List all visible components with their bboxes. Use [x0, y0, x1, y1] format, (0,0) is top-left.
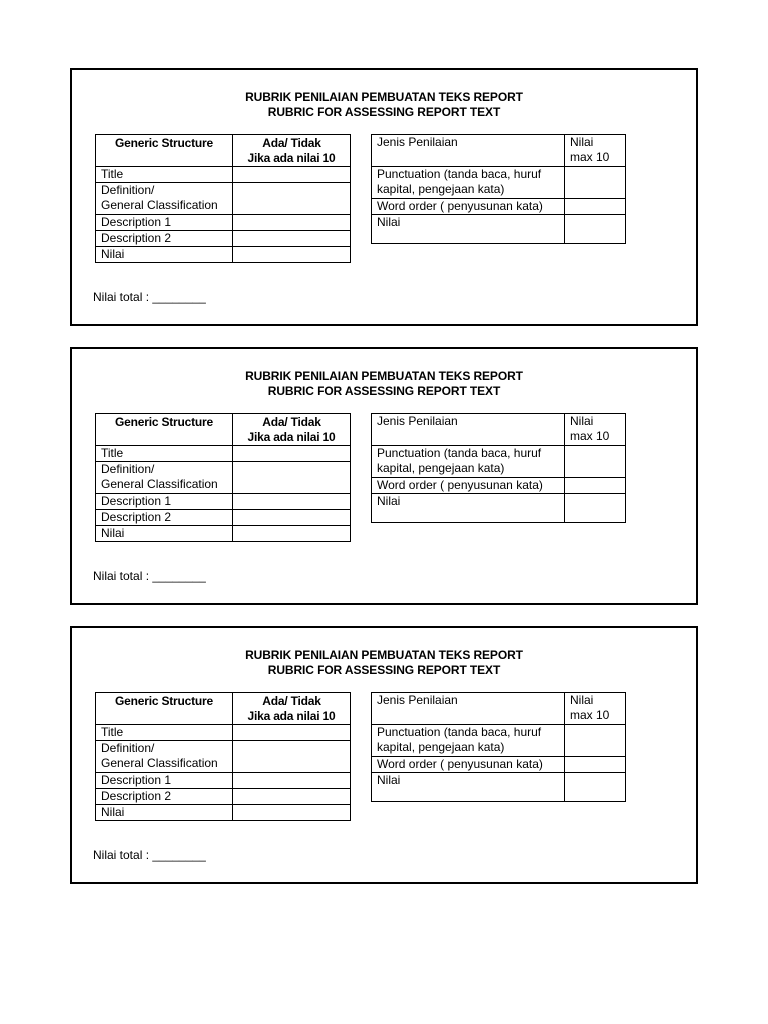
row-label-nilai: Nilai: [96, 805, 233, 821]
row-label-punctuation: Punctuation (tanda baca, huruf kapital, pengejaan kata): [372, 167, 565, 199]
score-cell-description-1[interactable]: [233, 494, 351, 510]
ada-tidak-header: Ada/ Tidak Jika ada nilai 10: [233, 693, 351, 725]
row-label-description-2: Description 2: [96, 789, 233, 805]
nilai-total-field[interactable]: Nilai total : ________: [93, 569, 206, 583]
row-label-definition: Definition/ General Classification: [96, 741, 233, 773]
row-label-description-1: Description 1: [96, 773, 233, 789]
rubric-subtitle: RUBRIC FOR ASSESSING REPORT TEXT: [267, 384, 501, 398]
score-cell-title[interactable]: [233, 446, 351, 462]
score-cell-definition[interactable]: [233, 462, 351, 494]
jenis-penilaian-header: Jenis Penilaian: [372, 135, 565, 167]
rubric-card: [70, 68, 698, 326]
generic-structure-table: [95, 413, 351, 542]
table-row: [96, 741, 351, 773]
table-row: [96, 462, 351, 494]
table-row: [96, 510, 351, 526]
table-row: [96, 773, 351, 789]
assessment-table: [371, 413, 626, 523]
row-label-title: Title: [96, 446, 233, 462]
score-cell-word-order[interactable]: [565, 199, 626, 215]
nilai-max-header: Nilai max 10: [565, 135, 626, 167]
row-label-definition: Definition/ General Classification: [96, 462, 233, 494]
score-cell-description-2[interactable]: [233, 231, 351, 247]
score-cell-description-2[interactable]: [233, 510, 351, 526]
rubric-card: [70, 626, 698, 884]
table-row: [372, 135, 626, 167]
row-label-definition: Definition/ General Classification: [96, 183, 233, 215]
rubric-title: RUBRIK PENILAIAN PEMBUATAN TEKS REPORT: [245, 90, 523, 104]
row-label-nilai: Nilai: [96, 247, 233, 263]
rubric-subtitle: RUBRIC FOR ASSESSING REPORT TEXT: [267, 663, 501, 677]
score-cell-definition[interactable]: [233, 741, 351, 773]
row-label-nilai: Nilai: [96, 526, 233, 542]
assessment-table: [371, 692, 626, 802]
generic-structure-table: [95, 134, 351, 263]
row-label-word-order: Word order ( penyusunan kata): [372, 199, 565, 215]
generic-structure-header: Generic Structure: [96, 135, 233, 167]
score-cell-nilai[interactable]: [233, 805, 351, 821]
jenis-penilaian-header: Jenis Penilaian: [372, 693, 565, 725]
row-label-nilai: Nilai: [372, 773, 565, 802]
jenis-penilaian-header: Jenis Penilaian: [372, 414, 565, 446]
table-row: [96, 725, 351, 741]
score-cell-title[interactable]: [233, 725, 351, 741]
table-row: [96, 247, 351, 263]
row-label-title: Title: [96, 725, 233, 741]
score-cell-nilai[interactable]: [565, 773, 626, 802]
table-row: [372, 494, 626, 523]
row-label-punctuation: Punctuation (tanda baca, huruf kapital, pengejaan kata): [372, 725, 565, 757]
score-cell-punctuation[interactable]: [565, 167, 626, 199]
table-row: [372, 414, 626, 446]
ada-tidak-header: Ada/ Tidak Jika ada nilai 10: [233, 414, 351, 446]
score-cell-nilai[interactable]: [565, 215, 626, 244]
assessment-table: [371, 134, 626, 244]
row-label-description-1: Description 1: [96, 215, 233, 231]
generic-structure-header: Generic Structure: [96, 414, 233, 446]
table-row: [96, 215, 351, 231]
table-row: [372, 478, 626, 494]
score-cell-definition[interactable]: [233, 183, 351, 215]
table-row: [372, 215, 626, 244]
score-cell-description-1[interactable]: [233, 773, 351, 789]
score-cell-title[interactable]: [233, 167, 351, 183]
rubric-card: [70, 347, 698, 605]
row-label-nilai: Nilai: [372, 494, 565, 523]
rubric-title: RUBRIK PENILAIAN PEMBUATAN TEKS REPORT: [245, 369, 523, 383]
score-cell-nilai[interactable]: [233, 526, 351, 542]
table-row: [96, 494, 351, 510]
rubric-title: RUBRIK PENILAIAN PEMBUATAN TEKS REPORT: [245, 648, 523, 662]
nilai-total-field[interactable]: Nilai total : ________: [93, 290, 206, 304]
table-row: [372, 725, 626, 757]
nilai-max-header: Nilai max 10: [565, 693, 626, 725]
table-row: [372, 773, 626, 802]
score-cell-punctuation[interactable]: [565, 446, 626, 478]
table-row: [372, 446, 626, 478]
table-row: [372, 167, 626, 199]
rubric-subtitle: RUBRIC FOR ASSESSING REPORT TEXT: [267, 105, 501, 119]
score-cell-nilai[interactable]: [233, 247, 351, 263]
row-label-nilai: Nilai: [372, 215, 565, 244]
table-row: [372, 199, 626, 215]
table-row: [96, 231, 351, 247]
row-label-description-2: Description 2: [96, 231, 233, 247]
row-label-description-1: Description 1: [96, 494, 233, 510]
score-cell-punctuation[interactable]: [565, 725, 626, 757]
row-label-word-order: Word order ( penyusunan kata): [372, 478, 565, 494]
score-cell-nilai[interactable]: [565, 494, 626, 523]
table-row: [96, 167, 351, 183]
table-row: [96, 446, 351, 462]
score-cell-word-order[interactable]: [565, 757, 626, 773]
score-cell-word-order[interactable]: [565, 478, 626, 494]
table-row: [96, 789, 351, 805]
row-label-punctuation: Punctuation (tanda baca, huruf kapital, pengejaan kata): [372, 446, 565, 478]
table-row: [96, 526, 351, 542]
table-row: [96, 183, 351, 215]
generic-structure-table: [95, 692, 351, 821]
row-label-description-2: Description 2: [96, 510, 233, 526]
table-row: [372, 757, 626, 773]
nilai-max-header: Nilai max 10: [565, 414, 626, 446]
table-row: [96, 805, 351, 821]
table-row: [372, 693, 626, 725]
nilai-total-field[interactable]: Nilai total : ________: [93, 848, 206, 862]
ada-tidak-header: Ada/ Tidak Jika ada nilai 10: [233, 135, 351, 167]
row-label-word-order: Word order ( penyusunan kata): [372, 757, 565, 773]
generic-structure-header: Generic Structure: [96, 693, 233, 725]
score-cell-description-1[interactable]: [233, 215, 351, 231]
score-cell-description-2[interactable]: [233, 789, 351, 805]
row-label-title: Title: [96, 167, 233, 183]
